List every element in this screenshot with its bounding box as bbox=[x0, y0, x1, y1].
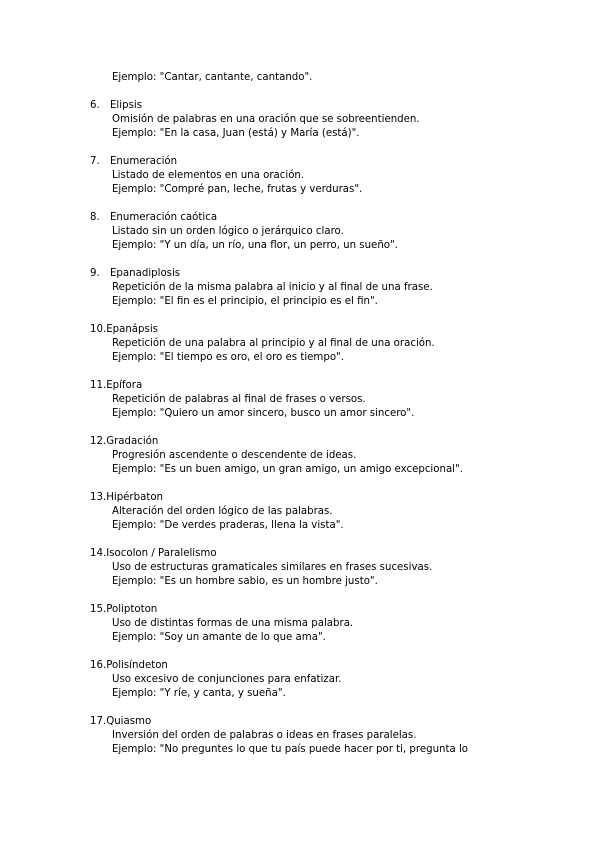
entry-term: Epífora bbox=[106, 380, 143, 391]
entry-definition: Omisión de palabras en una oración que se sobreentienden. bbox=[112, 114, 420, 125]
entry-definition: Repetición de la misma palabra al inicio y al final de una frase. bbox=[112, 282, 433, 293]
list-item-enumeracion bbox=[90, 155, 570, 211]
entry-heading bbox=[90, 267, 570, 281]
entry-heading bbox=[90, 715, 570, 729]
entry-term: Enumeración bbox=[110, 156, 178, 167]
entry-example: Ejemplo: "Compré pan, leche, frutas y verduras". bbox=[112, 184, 363, 195]
entry-term: Quiasmo bbox=[106, 716, 152, 727]
entry-heading bbox=[90, 323, 570, 337]
list-item-epifora bbox=[90, 379, 570, 435]
entry-example: Ejemplo: "Y un día, un río, una flor, un perro, un sueño". bbox=[112, 240, 398, 251]
entry-definition: Uso excesivo de conjunciones para enfatizar. bbox=[112, 674, 342, 685]
entry-definition: Listado de elementos en una oración. bbox=[112, 170, 305, 181]
entry-term: Epanadiplosis bbox=[110, 268, 181, 279]
entry-number: 7. bbox=[90, 156, 100, 167]
list-item-isocolon bbox=[90, 547, 570, 603]
entry-example: Ejemplo: "En la casa, Juan (está) y María (está)". bbox=[112, 128, 360, 139]
entry-example: Ejemplo: "Y ríe, y canta, y sueña". bbox=[112, 688, 286, 699]
entry-definition: Repetición de una palabra al principio y al final de una oración. bbox=[112, 338, 435, 349]
entry-heading bbox=[90, 435, 570, 449]
entry-number: 11. bbox=[90, 380, 107, 391]
entry-number: 10. bbox=[90, 324, 107, 335]
entry-term: Poliptoton bbox=[106, 604, 158, 615]
entry-heading bbox=[90, 379, 570, 393]
entry-number: 6. bbox=[90, 100, 100, 111]
list-item-gradacion bbox=[90, 435, 570, 491]
entry-number: 13. bbox=[90, 492, 107, 503]
list-item-hiperbaton bbox=[90, 491, 570, 547]
entry-definition: Uso de estructuras gramaticales similares en frases sucesivas. bbox=[112, 562, 433, 573]
entry-example: Ejemplo: "Soy un amante de lo que ama". bbox=[112, 632, 326, 643]
list-item-poliptoton bbox=[90, 603, 570, 659]
entry-term: Isocolon / Paralelismo bbox=[106, 548, 217, 559]
entry-definition: Repetición de palabras al final de frases o versos. bbox=[112, 394, 366, 405]
entry-definition: Alteración del orden lógico de las palabras. bbox=[112, 506, 333, 517]
entry-heading bbox=[90, 155, 570, 169]
entry-example: Ejemplo: "De verdes praderas, llena la vista". bbox=[112, 520, 344, 531]
entry-example: Ejemplo: "Quiero un amor sincero, busco un amor sincero". bbox=[112, 408, 415, 419]
entry-term: Epanápsis bbox=[106, 324, 158, 335]
entry-example: Ejemplo: "Es un buen amigo, un gran amigo, un amigo excepcional". bbox=[112, 464, 463, 475]
entry-definition: Inversión del orden de palabras o ideas en frases paralelas. bbox=[112, 730, 417, 741]
entry-number: 9. bbox=[90, 268, 100, 279]
carryover-example: Ejemplo: "Cantar, cantante, cantando". bbox=[112, 72, 313, 83]
entry-term: Enumeración caótica bbox=[110, 212, 218, 223]
entry-example: Ejemplo: "No preguntes lo que tu país puede hacer por ti, pregunta lo bbox=[112, 744, 469, 755]
figures-list bbox=[90, 99, 570, 771]
entry-example: Ejemplo: "Es un hombre sabio, es un hombre justo". bbox=[112, 576, 378, 587]
entry-term: Polisíndeton bbox=[106, 660, 168, 671]
entry-number: 8. bbox=[90, 212, 100, 223]
entry-number: 16. bbox=[90, 660, 107, 671]
list-item-quiasmo bbox=[90, 715, 570, 771]
entry-definition: Progresión ascendente o descendente de ideas. bbox=[112, 450, 357, 461]
entry-term: Hipérbaton bbox=[106, 492, 164, 503]
entry-term: Gradación bbox=[106, 436, 159, 447]
entry-heading bbox=[90, 491, 570, 505]
entry-heading bbox=[90, 211, 570, 225]
entry-heading bbox=[90, 659, 570, 673]
entry-definition: Listado sin un orden lógico o jerárquico claro. bbox=[112, 226, 344, 237]
list-item-polisindeton bbox=[90, 659, 570, 715]
entry-heading bbox=[90, 99, 570, 113]
list-item-epanadiplosis bbox=[90, 267, 570, 323]
entry-number: 15. bbox=[90, 604, 107, 615]
entry-term: Elipsis bbox=[110, 100, 143, 111]
entry-definition: Uso de distintas formas de una misma palabra. bbox=[112, 618, 354, 629]
entry-number: 14. bbox=[90, 548, 107, 559]
entry-example: Ejemplo: "El tiempo es oro, el oro es tiempo". bbox=[112, 352, 344, 363]
list-item-enumeracion-caotica bbox=[90, 211, 570, 267]
list-item-epanapsis bbox=[90, 323, 570, 379]
list-item-elipsis bbox=[90, 99, 570, 155]
entry-example: Ejemplo: "El fin es el principio, el principio es el fin". bbox=[112, 296, 378, 307]
entry-heading bbox=[90, 547, 570, 561]
entry-number: 12. bbox=[90, 436, 107, 447]
entry-heading bbox=[90, 603, 570, 617]
entry-number: 17. bbox=[90, 716, 107, 727]
